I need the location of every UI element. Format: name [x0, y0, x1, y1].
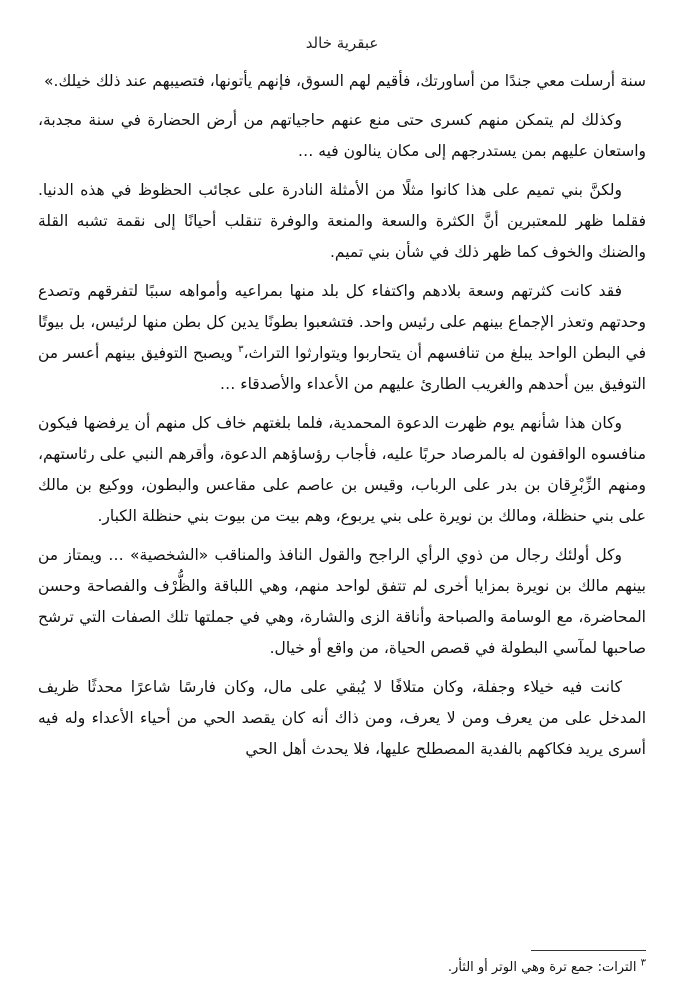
paragraph: وكان هذا شأنهم يوم ظهرت الدعوة المحمدية، فلما بلغتهم خاف كل منهم أن يرفضها فيكون منافسوه الواقفون له بالمرصاد حربًا عليه، فأجاب رؤساؤهم الدعوة، وأقرهم النبي على رئاستهم، ومنهم الزِّبْرِقان بن بدر على الرباب، وقيس بن عاصم على مقاعس والبطون، ووكيع بن مالك على بني حنظلة، ومالك بن نويرة على بني يربوع، وهم بيت من بيوت بني حنظلة الكبار.	[38, 414, 646, 525]
footnote	[38, 958, 646, 978]
footnote-number: ٣	[640, 957, 646, 969]
paragraph-text: ويصبح التوفيق بينهم أعسر من التوفيق بين أحدهم والغريب الطارئ عليهم من الأعداء والأصدقاء …	[38, 344, 646, 393]
paragraph: كانت فيه خيلاء وجفلة، وكان متلافًا لا يُبقي على مال، وكان فارسًا شاعرًا محدثًا ظريف المدخل على من يعرف ومن لا يعرف، ومن ذاك أنه كان يقصد الحي من أحياء الأعداء وله فيه أسرى يريد فكاكهم بالفدية المصطلح عليها، فلا يحدث أهل الحي	[38, 678, 646, 758]
footnote-text: الترات: جمع ترة وهي الوتر أو الثأر.	[447, 960, 637, 975]
running-header: عبقرية خالد	[305, 34, 379, 52]
paragraph-with-footnote	[38, 276, 646, 400]
footnote-marker[interactable]: ٣	[238, 343, 244, 355]
paragraph: وكل أولئك رجال من ذوي الرأي الراجح والقول النافذ والمناقب «الشخصية» … ويمتاز من بينهم مالك بن نويرة بمزايا أخرى لم تتفق لواحد منهم، وهي اللباقة والظُّرْف والفصاحة وحسن المحاضرة، مع الوسامة والصباحة وأناقة الزى والشارة، وهي في جملتها تلك الصفات التي ترشح صاحبها لمآسي البطولة في قصص الحياة، من واقع أو خيال.	[38, 546, 646, 657]
footnote-divider	[531, 950, 646, 951]
paragraph: سنة أرسلت معي جندًا من أساورتك، فأقيم لهم السوق، فإنهم يأتونها، فتصيبهم عند ذلك خيلك.»	[44, 72, 646, 90]
paragraph: وكذلك لم يتمكن منهم كسرى حتى منع عنهم حاجياتهم من أرض الحضارة في سنة مجدبة، واستعان عليهم بمن يستدرجهم إلى مكان ينالون فيه …	[38, 111, 646, 160]
paragraph-text: فقد كانت كثرتهم وسعة بلادهم واكتفاء كل بلد منها بمراعيه وأمواهه سببًا لتفرقهم وتصدع وحدتهم وتعذر الإجماع بينهم على رئيس واحد. فتشعبوا بطونًا يدين كل بطن منها لرئيس، بل بيوتًا في البطن الواحد يبلغ من تنافسهم أن يتحاربوا ويتوارثوا التراث،	[38, 282, 647, 362]
body-text	[38, 66, 646, 773]
paragraph: ولكنَّ بني تميم على هذا كانوا مثلًا من الأمثلة النادرة على عجائب الحظوظ في هذه الدنيا. فقلما ظهر للمعتبرين أنَّ الكثرة والسعة والمنعة والوفرة تنقلب أحيانًا إلى نقمة تشبه القلة والضنك والخوف كما ظهر ذلك في شأن بني تميم.	[38, 181, 646, 261]
